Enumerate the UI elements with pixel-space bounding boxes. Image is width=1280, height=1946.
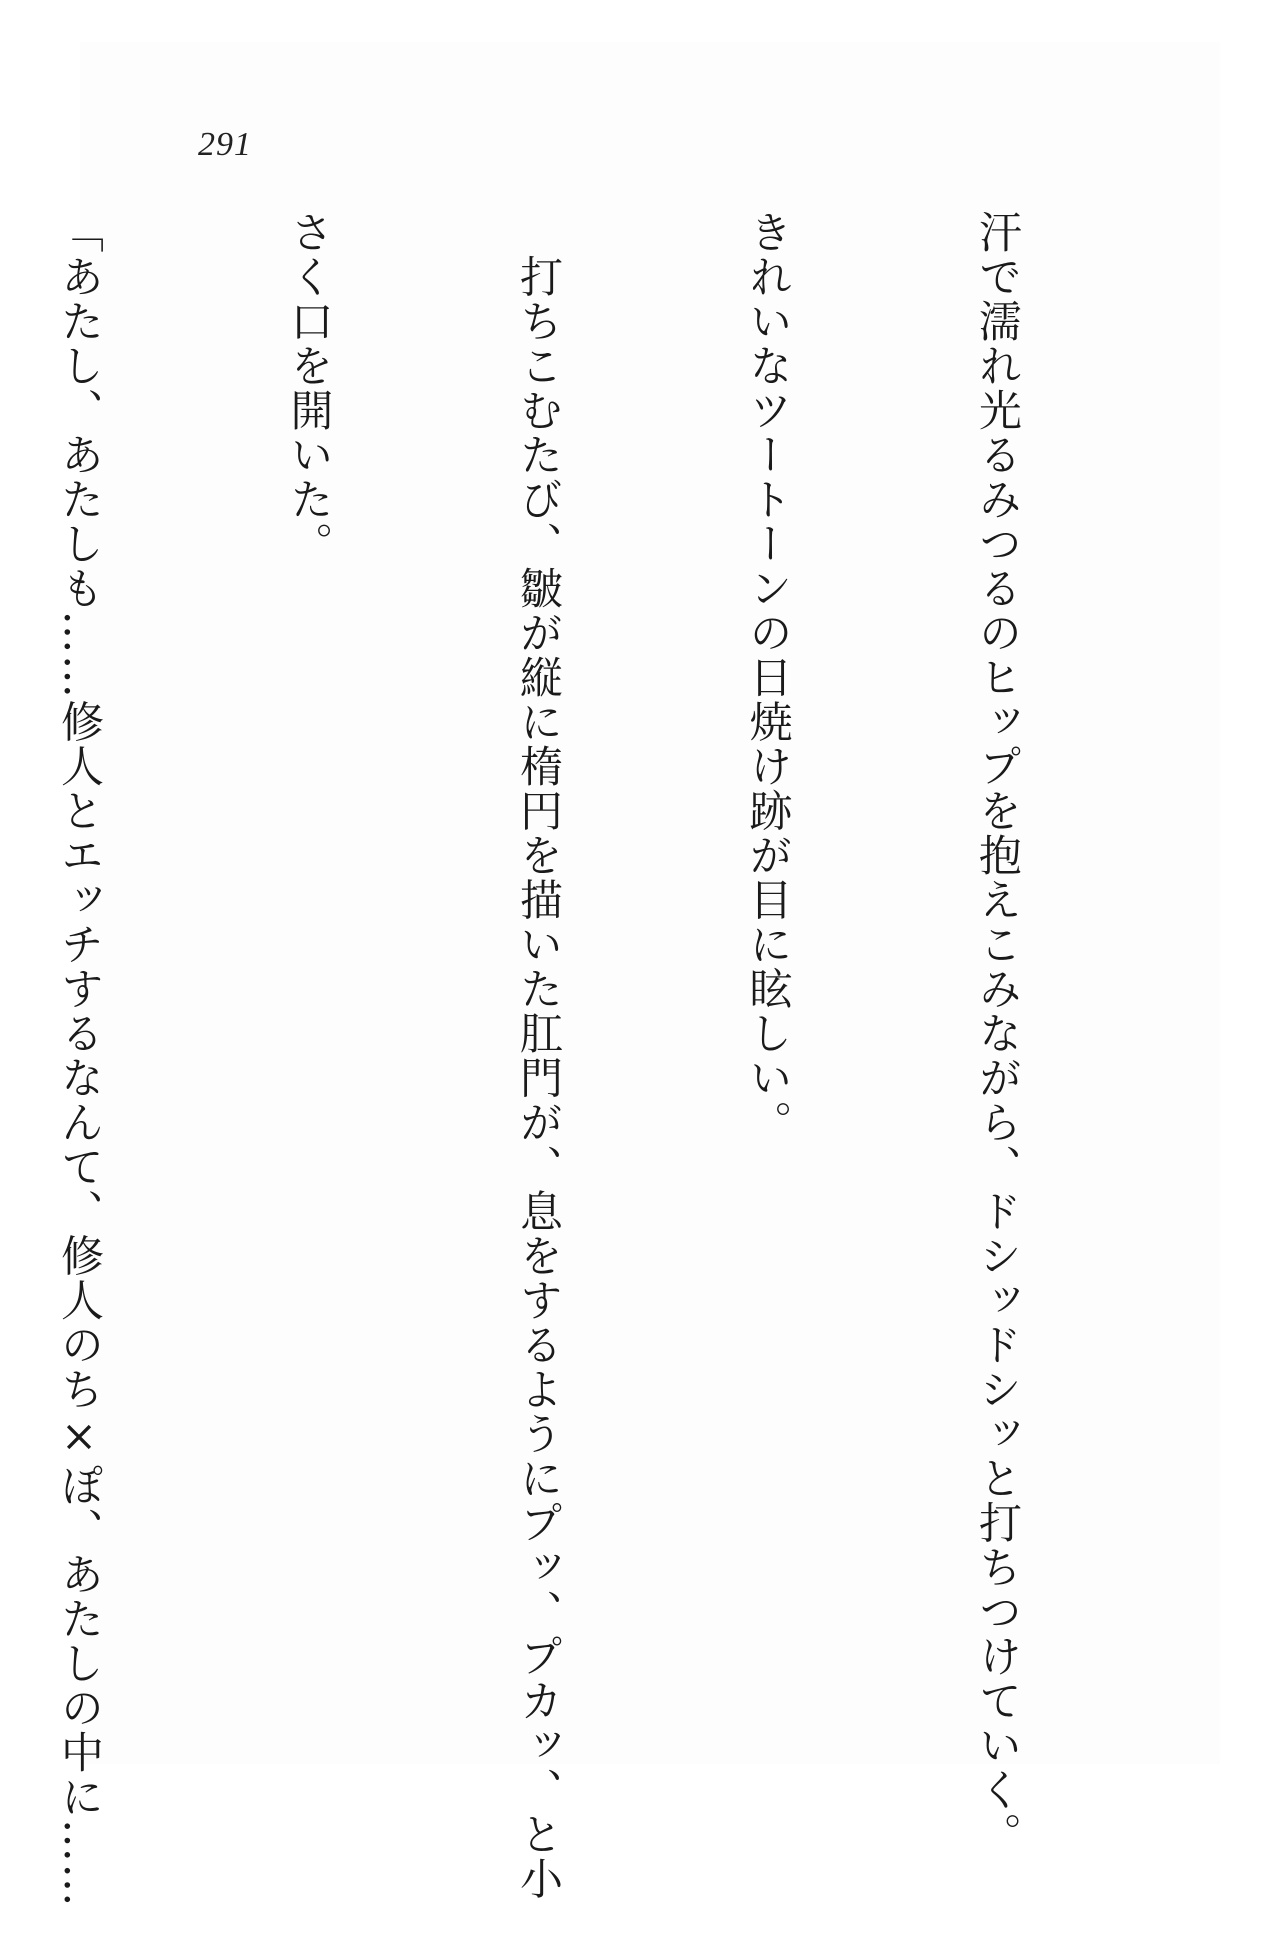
page-number: 291: [198, 126, 252, 163]
text-line: 打ちこむたび、皺が縦に楕円を描いた肛門が、息をするようにプッ、プカッ、と小: [513, 210, 563, 1901]
text-line: きれいなツートーンの日焼け跡が目に眩しい。: [742, 210, 793, 1145]
text-line: 「あたし、あたしも……修人とエッチするなんて、修人のち×ぽ、あたしの中に……: [54, 210, 104, 1908]
text-line: さく口を開いた。: [283, 210, 334, 566]
text-line: 汗で濡れ光るみつるのヒップを抱えこみながら、ドシッドシッと打ちつけていく。: [972, 210, 1022, 1857]
vertical-text-body: [0, 210, 1188, 1908]
